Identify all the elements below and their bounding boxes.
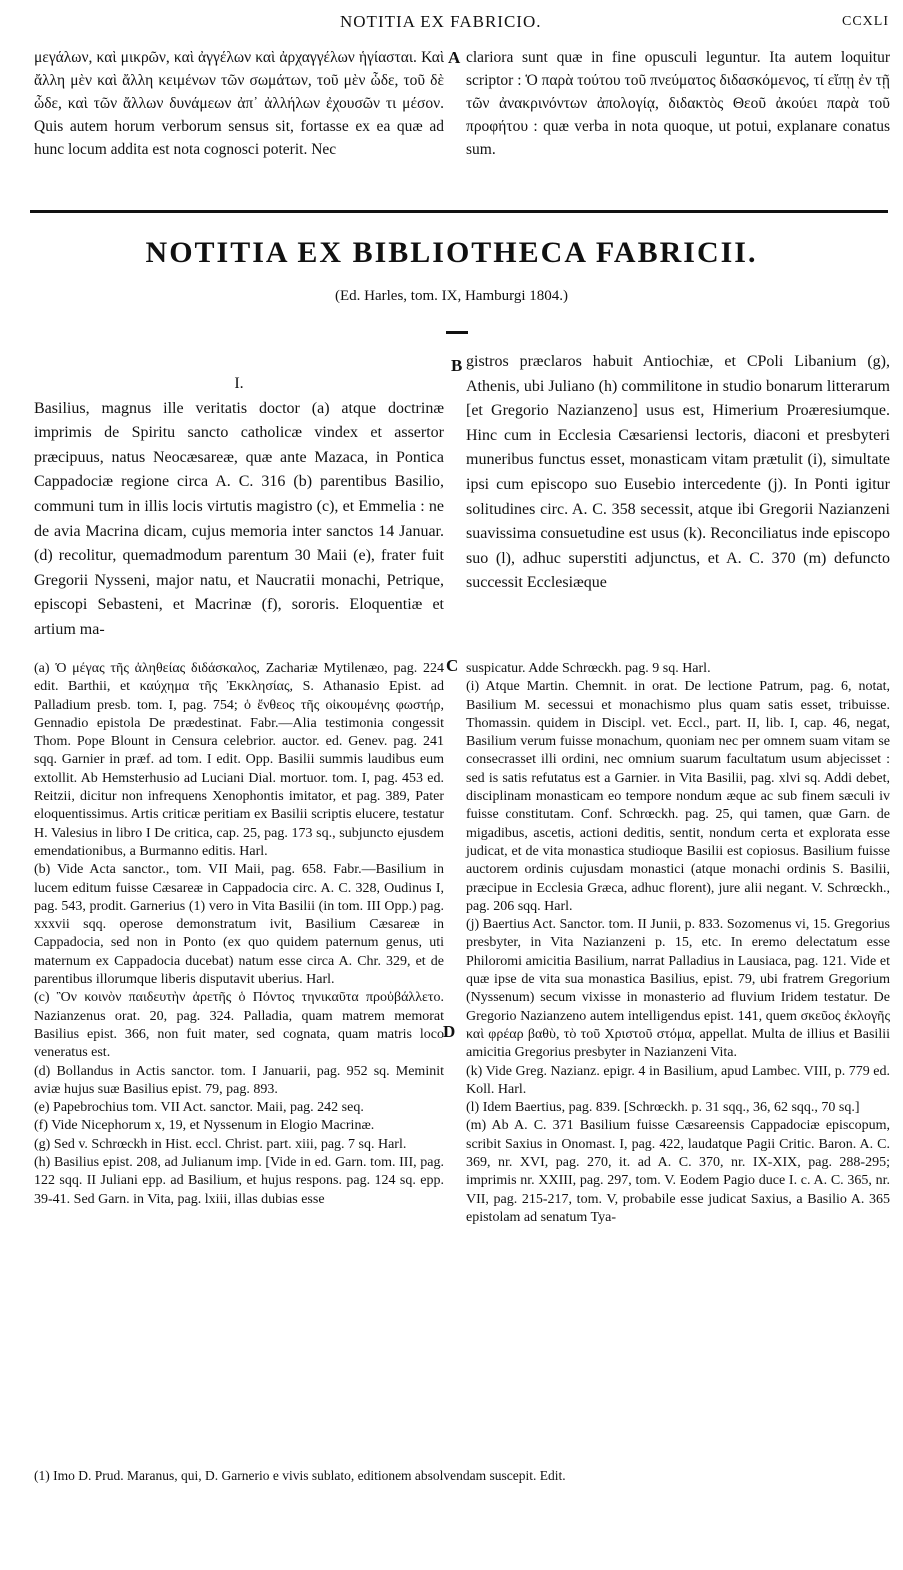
note-b: (b) Vide Acta sanctor., tom. VII Maii, pag. 658. Fabr.—Basilium in lucem editum fuisse Cæsareæ in Cappadocia circ. A. C. 328, Oudinus I, pag. 543, prodit. Garnerius (1) vero in Vita Basilii (in tom. III Opp.) pag. xxxvii sqq. operose demonstratum ivit, Basilium Cæsareæ in Cappadocia, sed non in Ponto (ex quo quidem paternum genus, uti maternum ex Cappadocia ducebat) natum esse circa A. Chr. 329, et de parentibus illorumque liberis disputavit uberius. Harl. [34, 862, 444, 988]
note-j: (j) Baertius Act. Sanctor. tom. II Junii, p. 833. Sozomenus vi, 15. Gregorius presbyter, in Vita Nazianzeni p. 15, etc. In eremo delectatum esse Philoromi amicitia Basilium, narrat Palladius in Lausiaca, pag. 121. Vide et quæ ipse de vita sua monastica Basilius, epist. 79, ubi fratrem Gregorium (Nyssenum) secum vixisse in monasterio ad fluvium Iridem testatur. De Gregorio Nazianzeno autem intelligendus epist. 141, quem σκεῦος ἐκλογῆς καὶ φρέαρ βαθὺ, τὸ τοῦ Χριστοῦ στόμα, appellat. Multa de illius et Basilii amicitia Gregorius presbyter in Nazianzeni Vita. [466, 917, 890, 1061]
page-number: CCXLI [842, 14, 889, 29]
body-left-column [34, 372, 444, 643]
note-k: (k) Vide Greg. Nazianz. epigr. 4 in Basilium, apud Lambec. VIII, p. 779 ed. Koll. Harl. [466, 1063, 890, 1097]
note-h-continued: suspicatur. Adde Schrœckh. pag. 9 sq. Harl. [466, 661, 711, 676]
note-f: (f) Vide Nicephorum x, 19, et Nyssenum in Elogio Macrinæ. [34, 1118, 375, 1134]
top-right-column [466, 46, 890, 161]
margin-letter-a: A [448, 48, 461, 67]
notes-left-column [34, 660, 444, 1209]
notes-right-column [466, 660, 890, 1227]
note-m: (m) Ab A. C. 371 Basilium fuisse Cæsareensis Cappadociæ episcopum, scribit Saxius in Onomast. I, pag. 422, laudatque Pagii Critic. Baron. A. C. 369, nr. XVI, pag. 270, it. ad A. C. 370, nr. IX-XIX, pag. 288-295; imprimis nr. XXIII, pag. 297, tom. V. Eodem Pagio duce I. c. A. C. 365, nr. VII, pag. 215-217, tom. V, probabile esse judicat Saxius, a Basilio A. 365 epistolam ad senatum Tya- [466, 1118, 890, 1225]
note-l: (l) Idem Baertius, pag. 839. [Schrœckh. p. 31 sqq., 36, 62 sqq., 70 sq.] [466, 1100, 860, 1116]
margin-letter-d: D [443, 1022, 456, 1041]
note-i: (i) Atque Martin. Chemnit. in orat. De lectione Patrum, pag. 6, notat, Basilium M. secessui et monachismo plus quam satis esset, tribuisse. Thomassin. quidem in Discipl. vet. Eccl., part. II, lib. I, cap. 46, negat, Basilium verum fuisse monachum, quoniam nec per omnem suam vitam se consecrasset illi ordini, nec omnium suarum facultatum usum abjecisset : sed is satis refutatus est a Garnier. in Vita Basilii, pag. xlvi sq. Addi debet, disciplinam monasticam eo tempore nondum æque ac sub finem sæculi iv fuisse constitutam. Conf. Schrœckh. pag. 25, qui tamen, quæ Garn. de migadibus, ascetis, actioni deditis, sentit, nondum certa et explorata esse judicat, et de vita monastica studioque Basilii est copiosus. Basilium fuisse auctorem ordinis cujusdam monastici (atque monachi ordinis S. Basilii, præcipue in Ecclesia Græca, adhuc florent), jure alii negant. V. Schrœckh., pag. 206 sqq. Harl. [466, 679, 890, 914]
edition-subtitle: (Ed. Harles, tom. IX, Hamburgi 1804.) [334, 288, 568, 304]
note-e: (e) Papebrochius tom. VII Act. sanctor. Maii, pag. 242 seq. [34, 1100, 364, 1116]
margin-letter-b: B [451, 356, 463, 375]
top-left-column [34, 46, 444, 161]
note-a: (a) Ὁ μέγας τῆς ἀληθείας διδάσκαλος, Zachariæ Mytilenæo, pag. 224 edit. Barthii, et καύχημα τῆς Ἐκκλησίας, S. Athanasio Epist. ad Palladium presb. tom. I, pag. 754; ὁ ἔνθεος τῆς οἰκουμένης φωστήρ, Gennadio epistola De prædestinat. Fabr.—Alia testimonia congessit Thom. Pope Blount in Censura celebrior. auctor. ed. Genev. pag. 241 sqq. Garnier in præf. ad tom. I edit. Opp. Basilii summis laudibus eum extollit. Ab Hemsterhusio ad Luciani Dial. mortuor. tom. I, pag. 453 ed. Reitzii, dicitur non infrequens Xenophontis imitator, et pag. 389, Pater eloquentissimus. Artis criticæ peritiam ex Basilii scriptis elucere, testatur H. Valesius in libro I De critica, cap. 25, pag. 173 sq., subjuncto ejusdem emendationibus, a Burmanno editis. Harl. [34, 661, 444, 859]
body-left-text: Basilius, magnus ille veritatis doctor (a) atque doctrinæ imprimis de Spiritu sancto catholicæ vindex et assertor præcipuus, natus Neocæsareæ, quæ ante Mazaca, in Pontica Cappadociæ regione circa A. C. 316 (b) parentibus Basilio, communi tum in illis locis virtutis magistro (c), et Emmelia : ne de avia Macrina dicam, cujus memoria inter sanctos 14 Januar. (d) recolitur, quemadmodum parentum 30 Maii (e), frater fuit Gregorii Nysseni, major natu, et Naucratii monachi, Petrique, episcopi Sebasteni, et Macrinæ (f), sororis. Eloquentiæ et artium ma- [34, 399, 444, 638]
note-h: (h) Basilius epist. 208, ad Julianum imp. [Vide in ed. Garn. tom. III, pag. 122 sqq. II Juliani epp. ad Basilium, et hujus respons. pag. 124 sq. epp. 39-41. Sed Garn. in Vita, pag. lxiii, illas dubias esse [34, 1155, 444, 1207]
margin-letter-c: C [446, 656, 459, 675]
section-divider-rule [30, 210, 888, 213]
section-number: I. [234, 375, 244, 392]
page-title: NOTITIA EX BIBLIOTHECA FABRICII. [145, 236, 758, 269]
body-right-column [466, 350, 890, 596]
top-left-text: μεγάλων, καὶ μικρῶν, καὶ ἀγγέλων καὶ ἀρχαγγέλων ἡγίασται. Καὶ ἄλλη μὲν καὶ ἄλλη κειμένων τῶν σωμάτων, τοῦ μὲν ὧδε, τοῦ δὲ ὧδε, καὶ τῶν ἄλλων δυνάμεων ἀπ᾽ ἀλλήλων ἐχουσῶν τι μέσον. Quis autem horum verborum sensus sit, fortasse ex ea quæ ad hunc locum addita est nota cognosci poterit. Nec [34, 49, 444, 158]
running-head [0, 12, 903, 36]
top-right-text: clariora sunt quæ in fine opusculi leguntur. Ita autem loquitur scriptor : Ὁ παρὰ τούτου τοῦ πνεύματος διδασκόμενος, τί εἴπῃ ἐν τῇ τῶν ἀνακρινόντων ἀπολογίᾳ, διδακτὸς Θεοῦ ἀκούει παρὰ τοῦ προφήτου : quæ verba in nota quoque, ut potui, explanare conatus sum. [466, 49, 890, 158]
note-c: (c) Ὃν κοινὸν παιδευτὴν ἀρετῆς ὁ Πόντος τηνικαῦτα προὐβάλλετο. Nazianzenus orat. 20, pag. 324. Palladia, quam matrem memorat Basilius epist. 366, non fuit mater, sed cognata, quam matris loco veneratus est. [34, 990, 444, 1061]
note-g: (g) Sed v. Schrœckh in Hist. eccl. Christ. part. xiii, pag. 7 sq. Harl. [34, 1136, 407, 1152]
running-title: NOTITIA EX FABRICIO. [340, 12, 542, 31]
footnote: (1) Imo D. Prud. Maranus, qui, D. Garnerio e vivis sublato, editionem absolvendam suscepit. Edit. [34, 1468, 566, 1483]
note-d: (d) Bollandus in Actis sanctor. tom. I Januarii, pag. 952 sq. Meminit aviæ hujus suæ Basilius epist. 79, pag. 893. [34, 1063, 444, 1097]
title-dash [446, 331, 468, 334]
body-right-text: gistros præclaros habuit Antiochiæ, et CPoli Libanium (g), Athenis, ubi Juliano (h) commilitone in studio bonarum litterarum [et Gregorio Nazianzeno] usus est, Himerium Proæresiumque. Hinc cum in Ecclesia Cæsariensi lectoris, diaconi et presbyteri muneribus functus esset, monasticam vitam prætulit (i), simultate ipsi cum episcopo suo Eusebio intercedente (j). In Ponti igitur solitudines circ. A. C. 358 secessit, atque ibi Gregorii Nazianzeni suavissima consuetudine est usus (k). Reconciliatus inde episcopo suo (l), adhuc superstiti adjunctus, et A. C. 370 (m) defuncto successit Ecclesiæque [466, 353, 890, 592]
